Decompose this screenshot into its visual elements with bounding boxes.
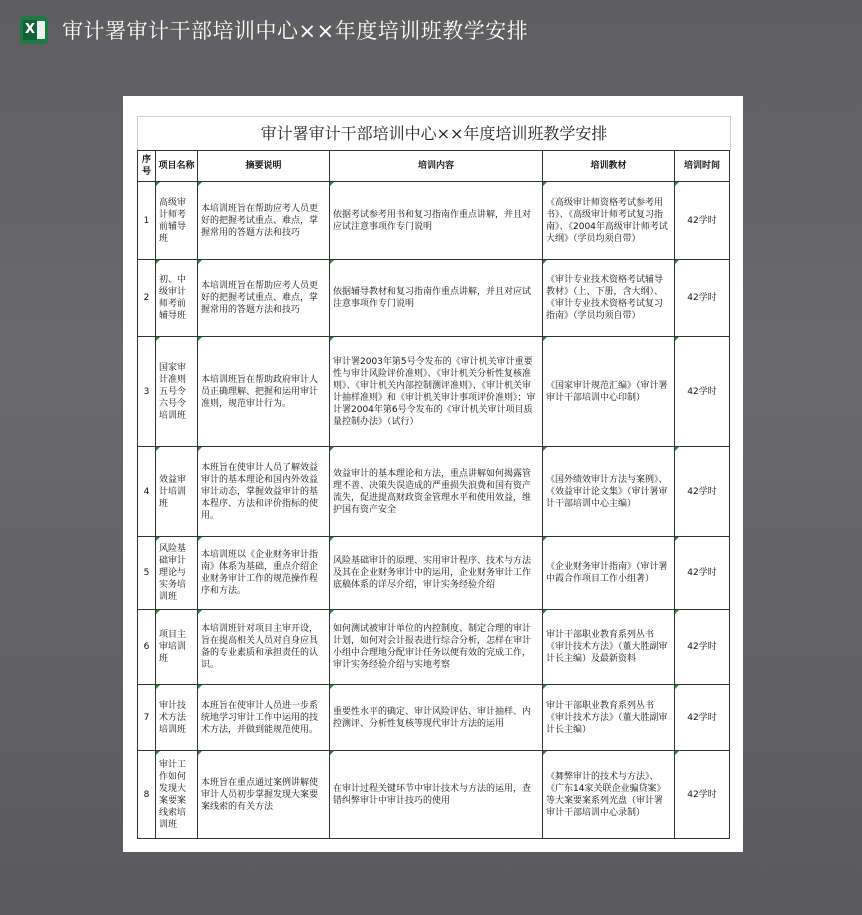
- spreadsheet-page: [123, 96, 743, 852]
- cell-material: 《高级审计师资格考试参考用书》、《高级审计师考试复习指南》、《2004年高级审计师考试大纲》（学员均须自带）: [543, 182, 675, 260]
- cell-time: 42学时: [675, 182, 730, 260]
- sheet-title: 审计署审计干部培训中心××年度培训班教学安排: [137, 116, 731, 151]
- cell-summary: 本班旨在重点通过案例讲解使审计人员初步掌握发现大案要案线索的有关方法: [198, 751, 330, 839]
- cell-name: 审计工作如何发现大案要案线索培训班: [156, 751, 198, 839]
- cell-summary: 本培训班旨在帮助应考人员更好的把握考试重点、难点，掌握常用的答题方法和技巧: [198, 260, 330, 337]
- table-row: [138, 182, 730, 260]
- cell-no: 7: [138, 685, 156, 751]
- cell-time: 42学时: [675, 447, 730, 537]
- cell-summary: 本培训班旨在帮助应考人员更好的把握考试重点、难点，掌握常用的答题方法和技巧: [198, 182, 330, 260]
- cell-no: 3: [138, 337, 156, 447]
- cell-time: 42学时: [675, 537, 730, 610]
- cell-name: 风险基础审计理论与实务培训班: [156, 537, 198, 610]
- cell-content: 效益审计的基本理论和方法，重点讲解如何揭露管理不善、决策失误造成的严重损失浪费和国有资产流失，促进提高财政资金管理水平和使用效益，维护国有资产安全: [330, 447, 543, 537]
- col-header-name: 项目名称: [156, 151, 198, 182]
- cell-summary: 本培训班旨在帮助政府审计人员正确理解、把握和运用审计准则，规范审计行为。: [198, 337, 330, 447]
- cell-name: 审计技术方法培训班: [156, 685, 198, 751]
- cell-content: 审计署2003年第5号令发布的《审计机关审计重要性与审计风险评价准则》、《审计机关分析性复核准则》、《审计机关内部控制测评准则》、《审计机关审计抽样准则》和《审计机关审计事项评价准则》；审计署2004年第6号令发布的《审计机关审计项目质量控制办法》（试行）: [330, 337, 543, 447]
- cell-content: 重要性水平的确定、审计风险评估、审计抽样、内控测评、分析性复核等现代审计方法的运用: [330, 685, 543, 751]
- col-header-material: 培训教材: [543, 151, 675, 182]
- cell-summary: 本培训班针对项目主审开设，旨在提高相关人员对自身应具备的专业素质和承担责任的认识。: [198, 610, 330, 685]
- schedule-table: [137, 150, 730, 839]
- cell-name: 高级审计师考前辅导班: [156, 182, 198, 260]
- table-row: [138, 337, 730, 447]
- cell-no: 5: [138, 537, 156, 610]
- cell-material: 《审计专业技术资格考试辅导教材》（上、下册，含大纲）、《审计专业技术资格考试复习指南》（学员均须自带）: [543, 260, 675, 337]
- cell-content: 依据考试参考用书和复习指南作重点讲解，并且对应试注意事项作专门说明: [330, 182, 543, 260]
- cell-content: 依据辅导教材和复习指南作重点讲解，并且对应试注意事项作专门说明: [330, 260, 543, 337]
- cell-no: 4: [138, 447, 156, 537]
- cell-material: 《舞弊审计的技术与方法》、《广东14家关联企业骗贷案》等大案要案系列光盘（审计署审计干部培训中心录制）: [543, 751, 675, 839]
- cell-content: 风险基础审计的原理、实用审计程序、技术与方法及其在企业财务审计中的运用，企业财务审计工作底稿体系的详尽介绍，审计实务经验介绍: [330, 537, 543, 610]
- cell-content: 在审计过程关键环节中审计技术与方法的运用，查错纠弊审计中审计技巧的使用: [330, 751, 543, 839]
- cell-summary: 本班旨在使审计人员进一步系统地学习审计工作中运用的技术方法，并做到能规范使用。: [198, 685, 330, 751]
- cell-content: 如何测试被审计单位的内控制度、制定合理的审计计划，如何对会计报表进行综合分析，怎样在审计小组中合理地分配审计任务以便有效的完成工作，审计实务经验介绍与实地考察: [330, 610, 543, 685]
- cell-summary: 本培训班以《企业财务审计指南》体系为基础，重点介绍企业财务审计工作的规范操作程序和方法。: [198, 537, 330, 610]
- table-row: [138, 447, 730, 537]
- table-row: [138, 610, 730, 685]
- table-row: [138, 685, 730, 751]
- col-header-no: 序号: [138, 151, 156, 182]
- cell-material: 《企业财务审计指南》（审计署中霞合作项目工作小组著）: [543, 537, 675, 610]
- cell-time: 42学时: [675, 751, 730, 839]
- cell-summary: 本班旨在使审计人员了解效益审计的基本理论和国内外效益审计动态，掌握效益审计的基本程序、方法和评价指标的使用。: [198, 447, 330, 537]
- cell-name: 初、中级审计师考前辅导班: [156, 260, 198, 337]
- cell-no: 2: [138, 260, 156, 337]
- cell-name: 国家审计准则五号令六号令培训班: [156, 337, 198, 447]
- col-header-time: 培训时间: [675, 151, 730, 182]
- cell-material: 审计干部职业教育系列丛书《审计技术方法》（董大胜副审计长主编）: [543, 685, 675, 751]
- cell-time: 42学时: [675, 337, 730, 447]
- cell-time: 42学时: [675, 610, 730, 685]
- cell-name: 项目主审培训班: [156, 610, 198, 685]
- cell-no: 8: [138, 751, 156, 839]
- excel-icon: X: [20, 16, 48, 44]
- document-title: 审计署审计干部培训中心××年度培训班教学安排: [62, 19, 529, 43]
- table-row: [138, 537, 730, 610]
- cell-no: 6: [138, 610, 156, 685]
- table-row: [138, 751, 730, 839]
- col-header-summary: 摘要说明: [198, 151, 330, 182]
- table-row: [138, 260, 730, 337]
- cell-time: 42学时: [675, 685, 730, 751]
- cell-material: 审计干部职业教育系列丛书《审计技术方法》（董大胜副审计长主编）及最新资料: [543, 610, 675, 685]
- cell-name: 效益审计培训班: [156, 447, 198, 537]
- table-header-row: [138, 151, 730, 182]
- cell-material: 《国家审计规范汇编》（审计署审计干部培训中心印制）: [543, 337, 675, 447]
- cell-time: 42学时: [675, 260, 730, 337]
- cell-material: 《国外绩效审计方法与案例》、《效益审计论文集》（审计署审计干部培训中心主编）: [543, 447, 675, 537]
- cell-no: 1: [138, 182, 156, 260]
- title-bar: [0, 0, 862, 60]
- col-header-content: 培训内容: [330, 151, 543, 182]
